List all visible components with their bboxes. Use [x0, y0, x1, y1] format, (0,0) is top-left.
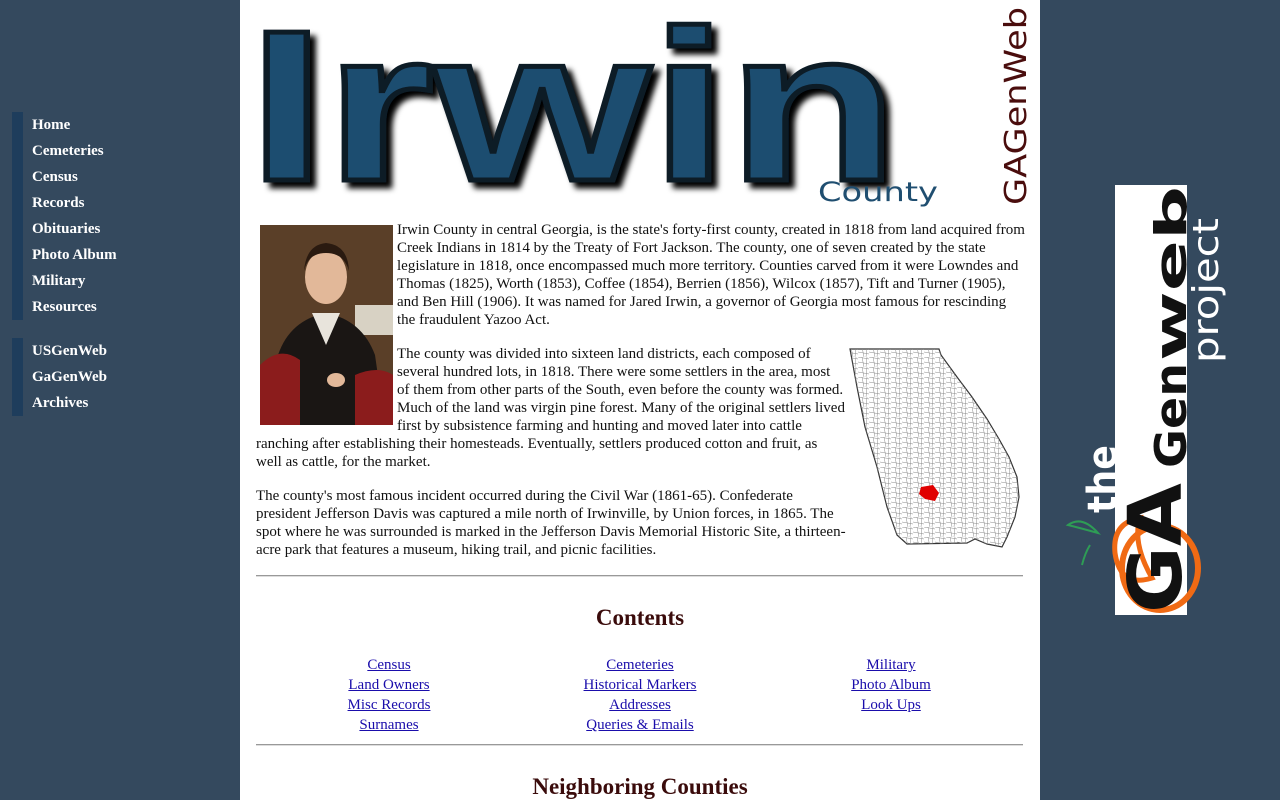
contents-heading: Contents — [595, 605, 685, 630]
portrait-spacer — [256, 221, 397, 426]
divider — [256, 744, 1023, 746]
logo-web: web — [1146, 259, 1197, 361]
county-banner — [240, 0, 1040, 215]
nav-census-link[interactable]: Census — [32, 169, 78, 185]
history-paragraph-1: Irwin County in central Georgia, is the state's forty-first county, created in 1818 from land acquired from Creek Indians in 1814 by the Treaty of Fort Jackson. The county, one of seven created by the state legislature in 1818, once encompassed much more territory. Counties carved from it were Lowndes and Thomas (1825), Worth (1853), Coffee (1854), Berrien (1856), Wilcox (1857), Tift and Turner (1905), and Ben Hill (1906). It was named for Jared Irwin, a governor of Georgia most famous for rescinding the fraudulent Yazoo Act. — [397, 222, 1025, 328]
nav-resources-link[interactable]: Resources — [32, 299, 97, 315]
history-paragraph-3: The county's most famous incident occurred during the Civil War (1861-65). Confederate president Jefferson Davis was captured a mile north of Irwinville, by Union forces, in 1865. The spot where he was surrounded is marked in the Jefferson Davis Memorial Historic Site, a thirteen-acre park that features a museum, hiking trail, and picnic facilities. — [256, 488, 846, 558]
contents-addresses-link[interactable]: Addresses — [609, 697, 671, 713]
history-paragraph-2: The county was divided into sixteen land districts, each composed of several hundred lots, in 1818. There were some settlers in the area, most of them from other parts of the South, even before the county was formed. Much of the land was virgin pine forest. Many of the original settlers lived first by subsistence farming and hunting and moved later into cattle ranching after establishing their homesteads. Eventually, settlers produced cotton and fruit, as well as cattle, for the market. — [256, 346, 845, 470]
contents-surnames-link[interactable]: Surnames — [359, 717, 419, 733]
gagenweb-project-logo[interactable] — [1060, 183, 1230, 618]
nav-military-link[interactable]: Military — [32, 273, 86, 289]
nav-cemeteries-link[interactable]: Cemeteries — [32, 143, 104, 159]
nav-home-link[interactable]: Home — [32, 117, 71, 133]
contents-column-2 — [515, 655, 765, 735]
contents-census-link[interactable]: Census — [367, 657, 411, 673]
main-content — [240, 0, 1040, 800]
banner-side-text: GAGenWeb — [999, 35, 1034, 205]
contents-cemeteries-link[interactable]: Cemeteries — [606, 657, 674, 673]
contents-column-3 — [766, 655, 1016, 715]
logo-the: the — [1080, 438, 1126, 513]
primary-nav — [12, 112, 117, 320]
contents-historical-markers-link[interactable]: Historical Markers — [583, 677, 697, 693]
contents-photo-album-link[interactable]: Photo Album — [851, 677, 931, 693]
nav-photo-album-link[interactable]: Photo Album — [32, 247, 117, 263]
map-spacer — [846, 345, 1026, 555]
banner-title: Irwin — [248, 0, 898, 215]
logo-ga: GA — [1113, 494, 1199, 613]
nav-obituaries-link[interactable]: Obituaries — [32, 221, 101, 237]
nav-records-link[interactable]: Records — [32, 195, 85, 211]
contents-military-link[interactable]: Military — [866, 657, 916, 673]
neighboring-counties-heading: Neighboring Counties — [532, 774, 748, 799]
logo-gen: Gen — [1146, 370, 1197, 468]
nav-usgenweb-link[interactable]: USGenWeb — [32, 343, 108, 359]
nav-archives-link[interactable]: Archives — [32, 395, 89, 411]
divider — [256, 575, 1023, 577]
nav-gagenweb-link[interactable]: GaGenWeb — [32, 369, 108, 385]
contents-misc-records-link[interactable]: Misc Records — [347, 697, 431, 713]
county-history — [256, 221, 1026, 575]
contents-queries-emails-link[interactable]: Queries & Emails — [586, 717, 694, 733]
contents-look-ups-link[interactable]: Look Ups — [861, 697, 921, 713]
logo-project: project — [1186, 238, 1227, 363]
external-nav — [12, 338, 107, 416]
contents-land-owners-link[interactable]: Land Owners — [348, 677, 430, 693]
banner-subtitle: County — [818, 177, 939, 208]
contents-column-1 — [264, 655, 514, 735]
